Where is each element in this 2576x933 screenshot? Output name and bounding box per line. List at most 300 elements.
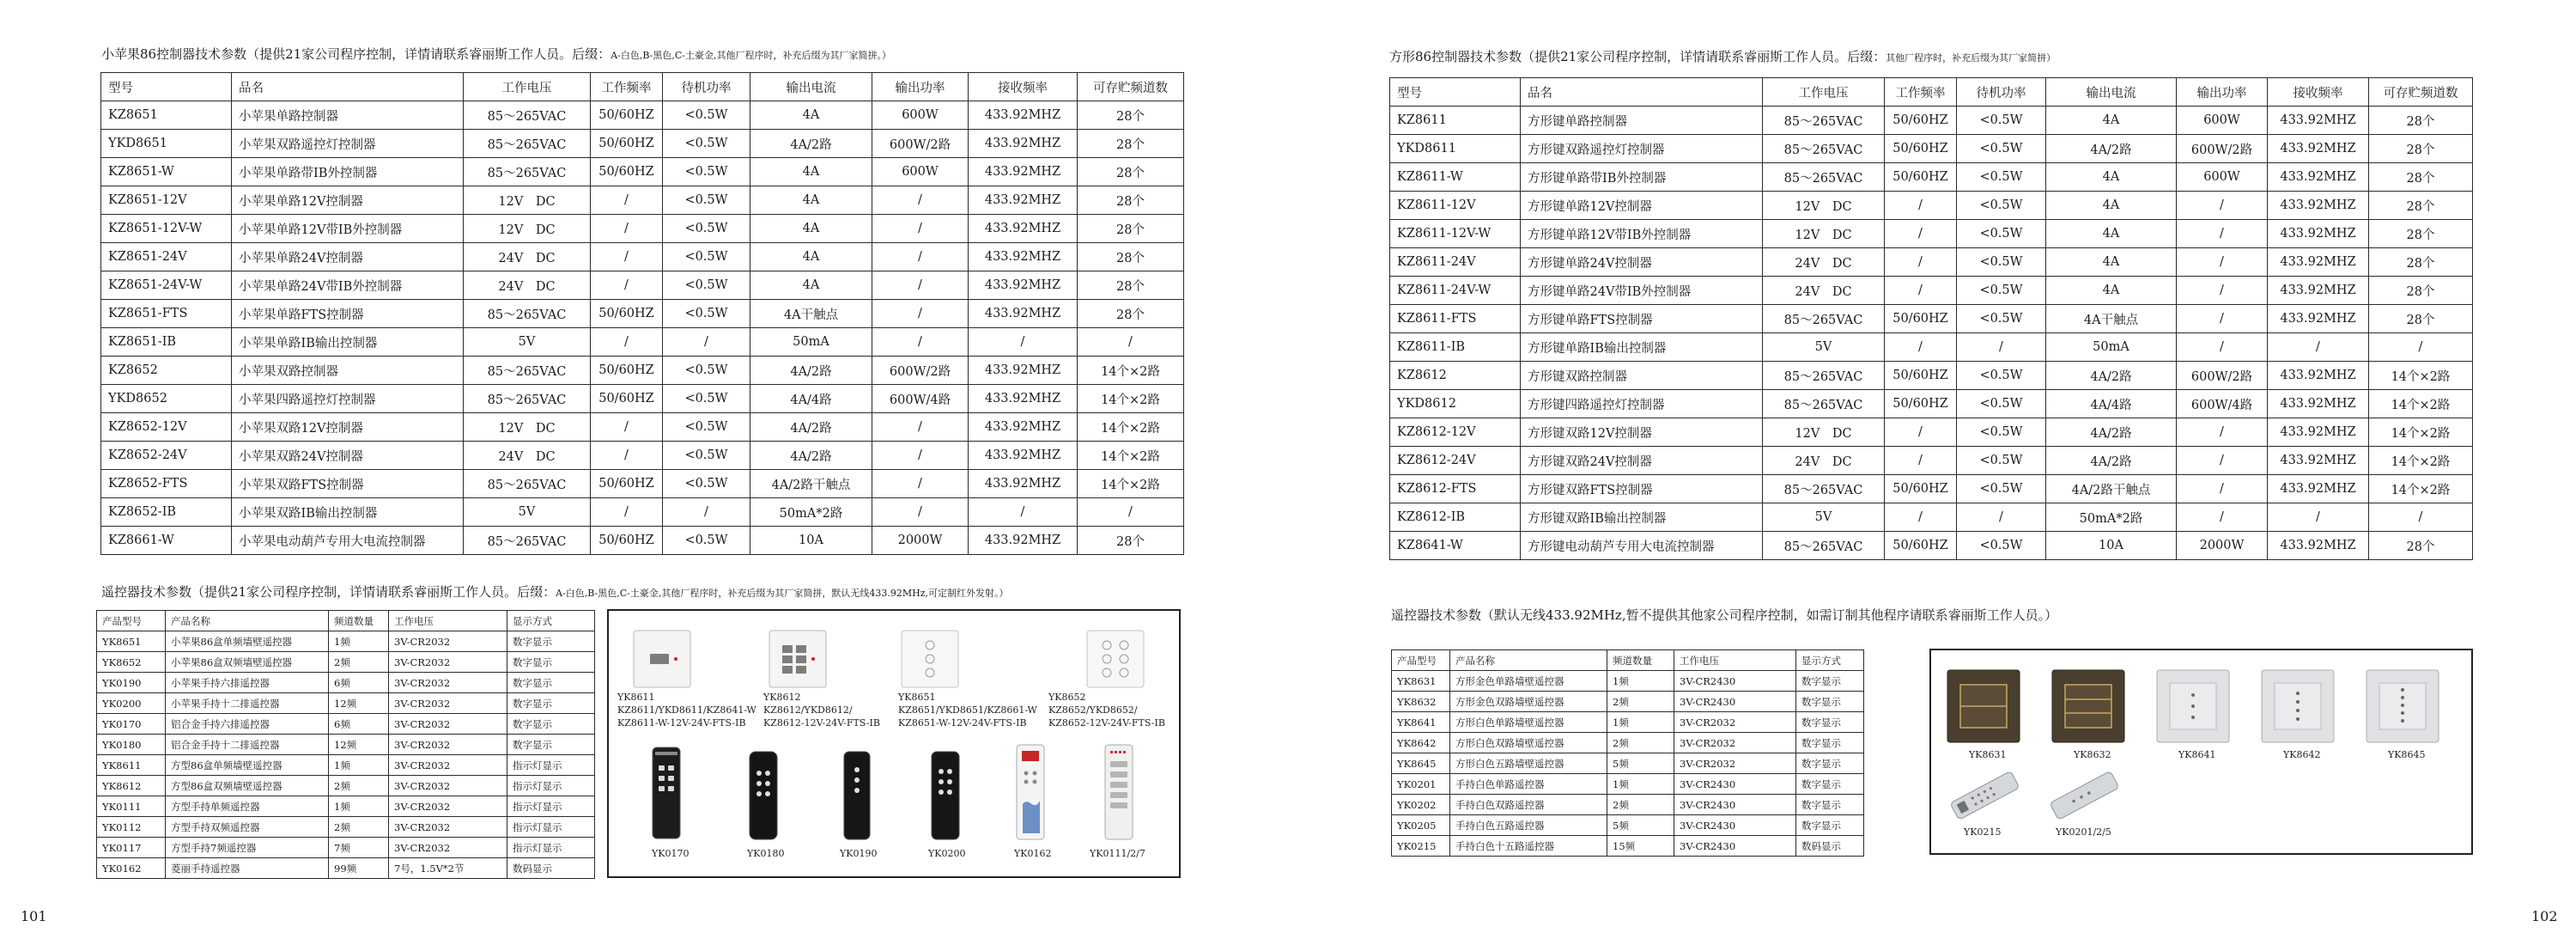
table-row (101, 243, 1184, 271)
table-cell: <0.5W (1957, 135, 2046, 163)
table-cell: 5V (1763, 333, 1885, 362)
table-cell: 方形键双路FTS控制器 (1521, 475, 1763, 503)
table-cell: 4A (2046, 277, 2177, 305)
right-spec-title: 方形86控制器技术参数（提供21家公司程序控制，详情请联系睿丽斯工作人员。后缀：其他厂程序时，补充后缀为其厂家简拼） (1389, 49, 2057, 64)
table-cell: 28个 (1078, 271, 1184, 300)
table-cell: KZ8651-12V-W (101, 215, 232, 243)
table-cell: 2频 (1607, 733, 1674, 753)
table-cell: 数字显示 (507, 652, 595, 673)
table-cell: KZ8612-IB (1390, 503, 1521, 532)
table-row (101, 300, 1184, 328)
table-cell: 28个 (1078, 101, 1184, 130)
table-cell: 3V-CR2430 (1674, 795, 1796, 815)
table-cell: 14个×2路 (1078, 385, 1184, 413)
table-cell: 24V DC (464, 442, 591, 470)
right-remote-table (1391, 649, 1864, 857)
yk8642-caption: YK8642 (2283, 749, 2321, 760)
column-header: 频道数量 (1607, 650, 1674, 671)
table-cell: 28个 (1078, 130, 1184, 158)
table-cell: / (872, 300, 969, 328)
table-row (1390, 447, 2473, 475)
table-row (1390, 305, 2473, 333)
table-cell: / (872, 243, 969, 271)
table-cell: 4A/2路 (2046, 418, 2177, 447)
column-header: 型号 (101, 73, 232, 101)
yk0111-caption: YK0111/2/7 (1090, 848, 1145, 859)
table-cell: YK0190 (97, 673, 166, 693)
table-cell: 433.92MHZ (969, 413, 1078, 442)
table-cell: / (2177, 248, 2268, 277)
column-header: 待机功率 (1957, 78, 2046, 107)
right-spec-table (1389, 77, 2473, 560)
table-cell: 4A/2路 (750, 130, 872, 158)
column-header: 品名 (232, 73, 464, 101)
table-cell: YK0202 (1392, 795, 1450, 815)
table-cell: YK0170 (97, 714, 166, 735)
table-cell: KZ8641-W (1390, 532, 1521, 560)
table-cell: 12V DC (1763, 192, 1885, 220)
table-cell: YK0111 (97, 796, 166, 817)
table-cell: 433.92MHZ (2268, 107, 2369, 135)
table-cell: 85～265VAC (1763, 362, 1885, 390)
column-header: 产品名称 (1450, 650, 1607, 671)
table-cell: 方形键四路遥控灯控制器 (1521, 390, 1763, 418)
column-header: 输出电流 (750, 73, 872, 101)
table-cell: 433.92MHZ (969, 158, 1078, 186)
yk0215-caption: YK0215 (1964, 826, 2002, 838)
table-cell: YK8642 (1392, 733, 1450, 753)
table-cell: 数字显示 (1796, 692, 1864, 712)
table-header-row (101, 73, 1184, 101)
column-header: 显示方式 (1796, 650, 1864, 671)
column-header: 工作频率 (1885, 78, 1957, 107)
table-cell: KZ8611-IB (1390, 333, 1521, 362)
column-header: 接收频率 (2268, 78, 2369, 107)
yk0201-caption: YK0201/2/5 (2056, 826, 2111, 838)
table-cell: / (1957, 503, 2046, 532)
table-cell: 85～265VAC (464, 385, 591, 413)
table-cell: 85～265VAC (464, 470, 591, 498)
table-cell: 4A/4路 (2046, 390, 2177, 418)
table-cell: 4A/2路干触点 (750, 470, 872, 498)
table-cell: 433.92MHZ (2268, 362, 2369, 390)
table-cell: 10A (750, 527, 872, 555)
table-cell: <0.5W (663, 357, 750, 385)
table-cell: 12频 (329, 693, 389, 714)
table-cell: KZ8651-W (101, 158, 232, 186)
left-spec-table (100, 72, 1184, 555)
table-cell: 方型手持单频遥控器 (166, 796, 329, 817)
table-cell: 433.92MHZ (969, 271, 1078, 300)
table-cell: 4A (750, 186, 872, 215)
table-cell: 50mA*2路 (2046, 503, 2177, 532)
table-cell: 28个 (2369, 220, 2473, 248)
table-row (1390, 192, 2473, 220)
table-cell: YKD8652 (101, 385, 232, 413)
table-cell: 50/60HZ (1885, 305, 1957, 333)
table-cell: 433.92MHZ (969, 527, 1078, 555)
table-cell: / (2268, 503, 2369, 532)
table-cell: 433.92MHZ (2268, 248, 2369, 277)
table-cell: 方形键单路12V带IB外控制器 (1521, 220, 1763, 248)
table-cell: 28个 (1078, 215, 1184, 243)
table-cell: 433.92MHZ (969, 300, 1078, 328)
table-cell: KZ8611-24V-W (1390, 277, 1521, 305)
left-remote-table (96, 610, 595, 879)
table-cell: 4A/2路干触点 (2046, 475, 2177, 503)
table-cell: 12V DC (1763, 418, 1885, 447)
table-row (97, 796, 595, 817)
table-cell: / (591, 215, 663, 243)
table-cell: / (591, 442, 663, 470)
table-cell: 24V DC (464, 243, 591, 271)
table-cell: 600W (872, 101, 969, 130)
table-cell: KZ8651-FTS (101, 300, 232, 328)
table-row (1390, 532, 2473, 560)
table-cell: 菱丽手持遥控器 (166, 858, 329, 879)
table-cell: <0.5W (1957, 107, 2046, 135)
yk0201-handheld-remote-image (2043, 771, 2125, 819)
table-cell: 50/60HZ (591, 357, 663, 385)
table-cell: 85～265VAC (1763, 107, 1885, 135)
table-cell: 28个 (2369, 192, 2473, 220)
table-cell: 433.92MHZ (2268, 220, 2369, 248)
table-header-row (97, 611, 595, 631)
table-cell: / (2177, 192, 2268, 220)
table-cell: 14个×2路 (2369, 418, 2473, 447)
table-cell: 85～265VAC (464, 300, 591, 328)
table-cell: 433.92MHZ (969, 215, 1078, 243)
table-cell: 4A (2046, 192, 2177, 220)
table-cell: 4A (2046, 107, 2177, 135)
yk8652-caption: YK8652 KZ8652/YKD8652/ KZ8652-12V-24V-FTS-IB (1048, 692, 1165, 729)
table-row (1390, 135, 2473, 163)
table-cell: 数字显示 (1796, 774, 1864, 795)
table-cell: 4A/2路 (2046, 447, 2177, 475)
table-cell: 5频 (1607, 753, 1674, 774)
table-cell: 600W (2177, 107, 2268, 135)
yk0200-handheld-remote-image (931, 751, 960, 840)
table-cell: 3V-CR2032 (389, 776, 507, 796)
table-cell: 小苹果86盒双频墙壁遥控器 (166, 652, 329, 673)
column-header: 产品名称 (166, 611, 329, 631)
table-cell: 方形键单路12V控制器 (1521, 192, 1763, 220)
table-cell: / (2177, 220, 2268, 248)
table-cell: 50/60HZ (1885, 390, 1957, 418)
table-cell: <0.5W (663, 215, 750, 243)
table-cell: 方形键单路带IB外控制器 (1521, 163, 1763, 192)
table-cell: / (591, 413, 663, 442)
table-cell: 85～265VAC (1763, 532, 1885, 560)
table-cell: 50/60HZ (1885, 135, 1957, 163)
column-header: 可存贮频道数 (1078, 73, 1184, 101)
table-cell: 方形键单路FTS控制器 (1521, 305, 1763, 333)
table-cell: / (2177, 305, 2268, 333)
table-cell: 4A/4路 (750, 385, 872, 413)
table-cell: <0.5W (663, 470, 750, 498)
table-cell: / (663, 328, 750, 357)
table-cell: / (1078, 498, 1184, 527)
table-cell: 28个 (2369, 532, 2473, 560)
table-row (97, 631, 595, 652)
table-row (1390, 475, 2473, 503)
table-cell: 方形键单路24V控制器 (1521, 248, 1763, 277)
table-cell: 4A (750, 158, 872, 186)
table-cell: KZ8652-IB (101, 498, 232, 527)
table-cell: 方形金色双路墙壁遥控器 (1450, 692, 1607, 712)
table-cell: KZ8611-12V (1390, 192, 1521, 220)
table-cell: 方形键单路24V带IB外控制器 (1521, 277, 1763, 305)
table-cell: 1频 (329, 796, 389, 817)
table-cell: 3V-CR2032 (1674, 712, 1796, 733)
table-cell: 433.92MHZ (2268, 418, 2369, 447)
table-cell: 小苹果单路FTS控制器 (232, 300, 464, 328)
table-cell: / (2369, 333, 2473, 362)
column-header: 产品型号 (1392, 650, 1450, 671)
table-cell: / (663, 498, 750, 527)
table-cell: 433.92MHZ (969, 442, 1078, 470)
table-cell: 4A (2046, 220, 2177, 248)
table-cell: KZ8611-12V-W (1390, 220, 1521, 248)
table-cell: 6频 (329, 714, 389, 735)
table-row (101, 527, 1184, 555)
table-cell: 50/60HZ (591, 300, 663, 328)
table-cell: / (2177, 447, 2268, 475)
table-cell: 600W/4路 (872, 385, 969, 413)
table-cell: 数字显示 (507, 631, 595, 652)
table-cell: YK0162 (97, 858, 166, 879)
table-cell: 4A/2路 (2046, 362, 2177, 390)
table-cell: <0.5W (1957, 475, 2046, 503)
table-row (101, 271, 1184, 300)
table-cell: / (1957, 333, 2046, 362)
table-cell: 28个 (2369, 305, 2473, 333)
yk0190-handheld-remote-image (843, 751, 871, 840)
table-cell: / (2177, 277, 2268, 305)
table-cell: 小苹果电动葫芦专用大电流控制器 (232, 527, 464, 555)
table-cell: 433.92MHZ (969, 470, 1078, 498)
table-cell: 5V (464, 328, 591, 357)
table-row (101, 498, 1184, 527)
table-cell: 方形键双路IB输出控制器 (1521, 503, 1763, 532)
table-cell: 600W/2路 (2177, 135, 2268, 163)
table-cell: 2000W (2177, 532, 2268, 560)
table-cell: / (872, 328, 969, 357)
column-header: 显示方式 (507, 611, 595, 631)
table-cell: KZ8652-FTS (101, 470, 232, 498)
table-cell: / (1885, 192, 1957, 220)
table-cell: 小苹果四路遥控灯控制器 (232, 385, 464, 413)
table-cell: KZ8611-24V (1390, 248, 1521, 277)
table-cell: 3V-CR2032 (389, 693, 507, 714)
table-cell: <0.5W (663, 158, 750, 186)
table-row (97, 652, 595, 673)
table-row (1390, 390, 2473, 418)
table-cell: 85～265VAC (1763, 135, 1885, 163)
table-cell: 600W/2路 (872, 357, 969, 385)
table-cell: 3V-CR2032 (389, 673, 507, 693)
table-cell: <0.5W (663, 442, 750, 470)
column-header: 工作电压 (1763, 78, 1885, 107)
column-header: 待机功率 (663, 73, 750, 101)
table-cell: 14个×2路 (2369, 447, 2473, 475)
table-cell: 50/60HZ (1885, 107, 1957, 135)
table-row (97, 673, 595, 693)
table-cell: YKD8612 (1390, 390, 1521, 418)
column-header: 频道数量 (329, 611, 389, 631)
table-cell: 手持白色双路遥控器 (1450, 795, 1607, 815)
table-cell: <0.5W (1957, 418, 2046, 447)
table-row (101, 130, 1184, 158)
table-cell: 28个 (2369, 135, 2473, 163)
table-row (97, 817, 595, 838)
table-cell: YK0112 (97, 817, 166, 838)
table-cell: 433.92MHZ (969, 385, 1078, 413)
table-cell: 85～265VAC (464, 357, 591, 385)
table-cell: <0.5W (1957, 390, 2046, 418)
table-cell: YK8631 (1392, 671, 1450, 692)
table-header-row (1390, 78, 2473, 107)
table-cell: 7频 (329, 838, 389, 858)
table-cell: YKD8651 (101, 130, 232, 158)
table-cell: 3V-CR2430 (1674, 671, 1796, 692)
table-cell: 85～265VAC (464, 130, 591, 158)
table-cell: 24V DC (464, 271, 591, 300)
table-cell: 2频 (1607, 692, 1674, 712)
table-cell: YK8632 (1392, 692, 1450, 712)
table-cell: 7号，1.5V*2节 (389, 858, 507, 879)
table-row (1392, 795, 1864, 815)
table-row (97, 858, 595, 879)
yk8651-caption: YK8651 KZ8651/YKD8651/KZ8661-W KZ8651-W-12V-24V-FTS-IB (898, 692, 1037, 729)
yk0180-caption: YK0180 (747, 848, 785, 859)
column-header: 品名 (1521, 78, 1763, 107)
table-cell: 指示灯显示 (507, 776, 595, 796)
table-cell: 1频 (329, 755, 389, 776)
table-cell: <0.5W (1957, 220, 2046, 248)
table-cell: <0.5W (1957, 447, 2046, 475)
table-row (1392, 774, 1864, 795)
table-cell: / (2268, 333, 2369, 362)
table-cell: 5V (1763, 503, 1885, 532)
table-row (97, 838, 595, 858)
table-cell: 14个×2路 (1078, 357, 1184, 385)
table-cell: / (1885, 333, 1957, 362)
yk8631-caption: YK8631 (1969, 749, 2007, 760)
table-cell: 50/60HZ (1885, 532, 1957, 560)
table-cell: 50mA (750, 328, 872, 357)
table-cell: 1频 (1607, 712, 1674, 733)
table-cell: 方型86盒双频墙壁遥控器 (166, 776, 329, 796)
table-cell: / (969, 498, 1078, 527)
table-cell: 14个×2路 (1078, 413, 1184, 442)
table-cell: 3V-CR2032 (389, 714, 507, 735)
yk8611-caption: YK8611 KZ8611/YKD8611/KZ8641-W KZ8611-W-12V-24V-FTS-IB (617, 692, 756, 729)
table-cell: 85～265VAC (1763, 475, 1885, 503)
table-cell: 方形金色单路墙壁遥控器 (1450, 671, 1607, 692)
table-cell: KZ8651-IB (101, 328, 232, 357)
table-row (101, 470, 1184, 498)
table-cell: / (591, 243, 663, 271)
left-product-panel (607, 609, 1181, 878)
table-cell: / (2177, 503, 2268, 532)
table-cell: 50/60HZ (591, 130, 663, 158)
table-cell: 手持白色单路遥控器 (1450, 774, 1607, 795)
table-cell: 2000W (872, 527, 969, 555)
table-cell: KZ8651-24V-W (101, 271, 232, 300)
table-cell: 3V-CR2032 (389, 796, 507, 817)
table-cell: 24V DC (1763, 277, 1885, 305)
table-cell: 85～265VAC (1763, 305, 1885, 333)
table-row (101, 158, 1184, 186)
table-cell: 小苹果86盒单频墙壁遥控器 (166, 631, 329, 652)
yk0162-handheld-remote-image (1016, 744, 1045, 840)
table-cell: 指示灯显示 (507, 796, 595, 817)
table-cell: 600W (872, 158, 969, 186)
table-cell: / (1885, 277, 1957, 305)
table-row (101, 413, 1184, 442)
table-cell: 方形键双路遥控灯控制器 (1521, 135, 1763, 163)
table-cell: 数字显示 (1796, 712, 1864, 733)
table-cell: / (872, 470, 969, 498)
table-cell: 433.92MHZ (2268, 390, 2369, 418)
table-cell: YK8645 (1392, 753, 1450, 774)
table-cell: YK0215 (1392, 836, 1450, 857)
table-cell: 手持白色十五路遥控器 (1450, 836, 1607, 857)
column-header: 输出电流 (2046, 78, 2177, 107)
right-product-panel (1929, 649, 2473, 855)
table-cell: 433.92MHZ (2268, 163, 2369, 192)
table-row (1392, 753, 1864, 774)
table-cell: KZ8612-12V (1390, 418, 1521, 447)
table-cell: 数字显示 (507, 735, 595, 755)
yk8645-wall-remote-image (2366, 669, 2439, 743)
yk8612-wall-remote-image (769, 630, 827, 688)
table-cell: 50mA (2046, 333, 2177, 362)
yk0180-handheld-remote-image (749, 751, 778, 840)
left-spec-title: 小苹果86控制器技术参数（提供21家公司程序控制，详情请联系睿丽斯工作人员。后缀：A-白色,B-黑色,C-土豪金,其他厂程序时，补充后缀为其厂家简拼。） (101, 46, 891, 62)
right-remote-title: 遥控器技术参数（默认无线433.92MHz,暂不提供其他家公司程序控制，如需订制其他程序请联系睿丽斯工作人员。） (1391, 607, 2058, 623)
table-row (1390, 333, 2473, 362)
table-cell: / (2177, 418, 2268, 447)
table-cell: 12V DC (464, 215, 591, 243)
table-cell: <0.5W (663, 186, 750, 215)
table-cell: 铝合金手持六排遥控器 (166, 714, 329, 735)
table-cell: / (591, 498, 663, 527)
table-cell: 28个 (2369, 163, 2473, 192)
column-header: 接收频率 (969, 73, 1078, 101)
table-cell: 小苹果单路IB输出控制器 (232, 328, 464, 357)
table-cell: <0.5W (1957, 305, 2046, 333)
table-row (101, 215, 1184, 243)
yk8642-wall-remote-image (2261, 669, 2335, 743)
table-cell: 14个×2路 (1078, 442, 1184, 470)
table-cell: 24V DC (1763, 447, 1885, 475)
table-cell: YK8612 (97, 776, 166, 796)
table-row (1392, 692, 1864, 712)
table-cell: / (872, 186, 969, 215)
yk0215-handheld-remote-image (1943, 771, 2026, 819)
table-cell: 3V-CR2032 (1674, 753, 1796, 774)
table-cell: 方形键电动葫芦专用大电流控制器 (1521, 532, 1763, 560)
table-row (1390, 107, 2473, 135)
table-row (101, 101, 1184, 130)
column-header: 工作频率 (591, 73, 663, 101)
yk8651-wall-remote-image (901, 630, 959, 688)
table-cell: KZ8612 (1390, 362, 1521, 390)
table-cell: 1频 (1607, 671, 1674, 692)
table-row (101, 186, 1184, 215)
